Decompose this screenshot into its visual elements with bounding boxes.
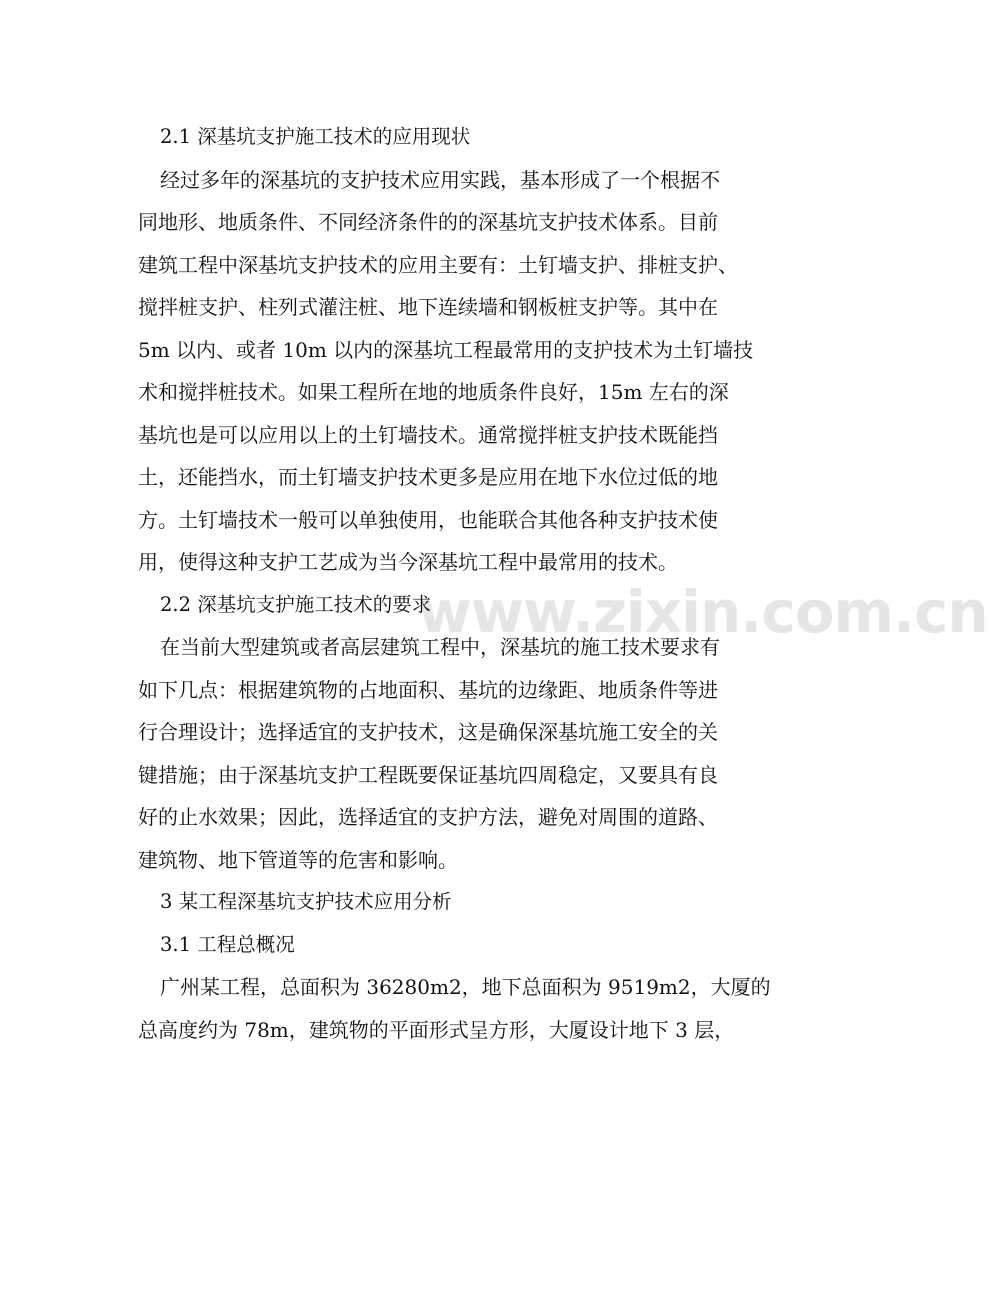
text-line: 经过多年的深基坑的支护技术应用实践，基本形成了一个根据不: [160, 167, 720, 192]
watermark: www.zixin.com.cn: [418, 578, 988, 646]
section-heading: 2.2 深基坑支护施工技术的要求: [160, 592, 432, 616]
text-line: 基坑也是可以应用以上的土钉墙技术。通常搅拌桩支护技术既能挡: [138, 422, 718, 447]
text-line: 好的止水效果；因此，选择适宜的支护方法，避免对周围的道路、: [138, 805, 718, 829]
text-line: 用，使得这种支护工艺成为当今深基坑工程中最常用的技术。: [138, 550, 678, 574]
text-line: 土，还能挡水，而土钉墙支护技术更多是应用在地下水位过低的地: [138, 465, 718, 489]
text-line: 行合理设计；选择适宜的支护技术，这是确保深基坑施工安全的关: [138, 720, 718, 744]
text-line: 键措施；由于深基坑支护工程既要保证基坑四周稳定，又要具有良: [138, 762, 718, 787]
text-line: 搅拌桩支护、柱列式灌注桩、地下连续墙和钢板桩支护等。其中在: [138, 295, 718, 319]
text-line: 广州某工程，总面积为 36280m2，地下总面积为 9519m2，大厦的: [160, 975, 771, 999]
document-body: [138, 116, 988, 1051]
text-line: 在当前大型建筑或者高层建筑工程中，深基坑的施工技术要求有: [160, 635, 720, 659]
text-line: 同地形、地质条件、不同经济条件的的深基坑支护技术体系。目前: [138, 210, 718, 234]
text-line: 方。土钉墙技术一般可以单独使用，也能联合其他各种支护技术使: [138, 507, 718, 532]
section-heading: 3 某工程深基坑支护技术应用分析: [160, 890, 452, 913]
text-line: 建筑工程中深基坑支护技术的应用主要有：土钉墙支护、排桩支护、: [138, 252, 738, 277]
text-line: 建筑物、地下管道等的危害和影响。: [138, 847, 458, 872]
section-heading: 2.1 深基坑支护施工技术的应用现状: [160, 125, 471, 148]
section-heading: 3.1 工程总概况: [160, 932, 295, 956]
text-line: 5m 以内、或者 10m 以内的深基坑工程最常用的支护技术为土钉墙技: [138, 337, 754, 362]
text-line: 术和搅拌桩技术。如果工程所在地的地质条件良好，15m 左右的深: [138, 380, 729, 404]
text-line: 总高度约为 78m，建筑物的平面形式呈方形，大厦设计地下 3 层，: [138, 1017, 735, 1042]
text-line: 如下几点：根据建筑物的占地面积、基坑的边缘距、地质条件等进: [138, 677, 718, 702]
